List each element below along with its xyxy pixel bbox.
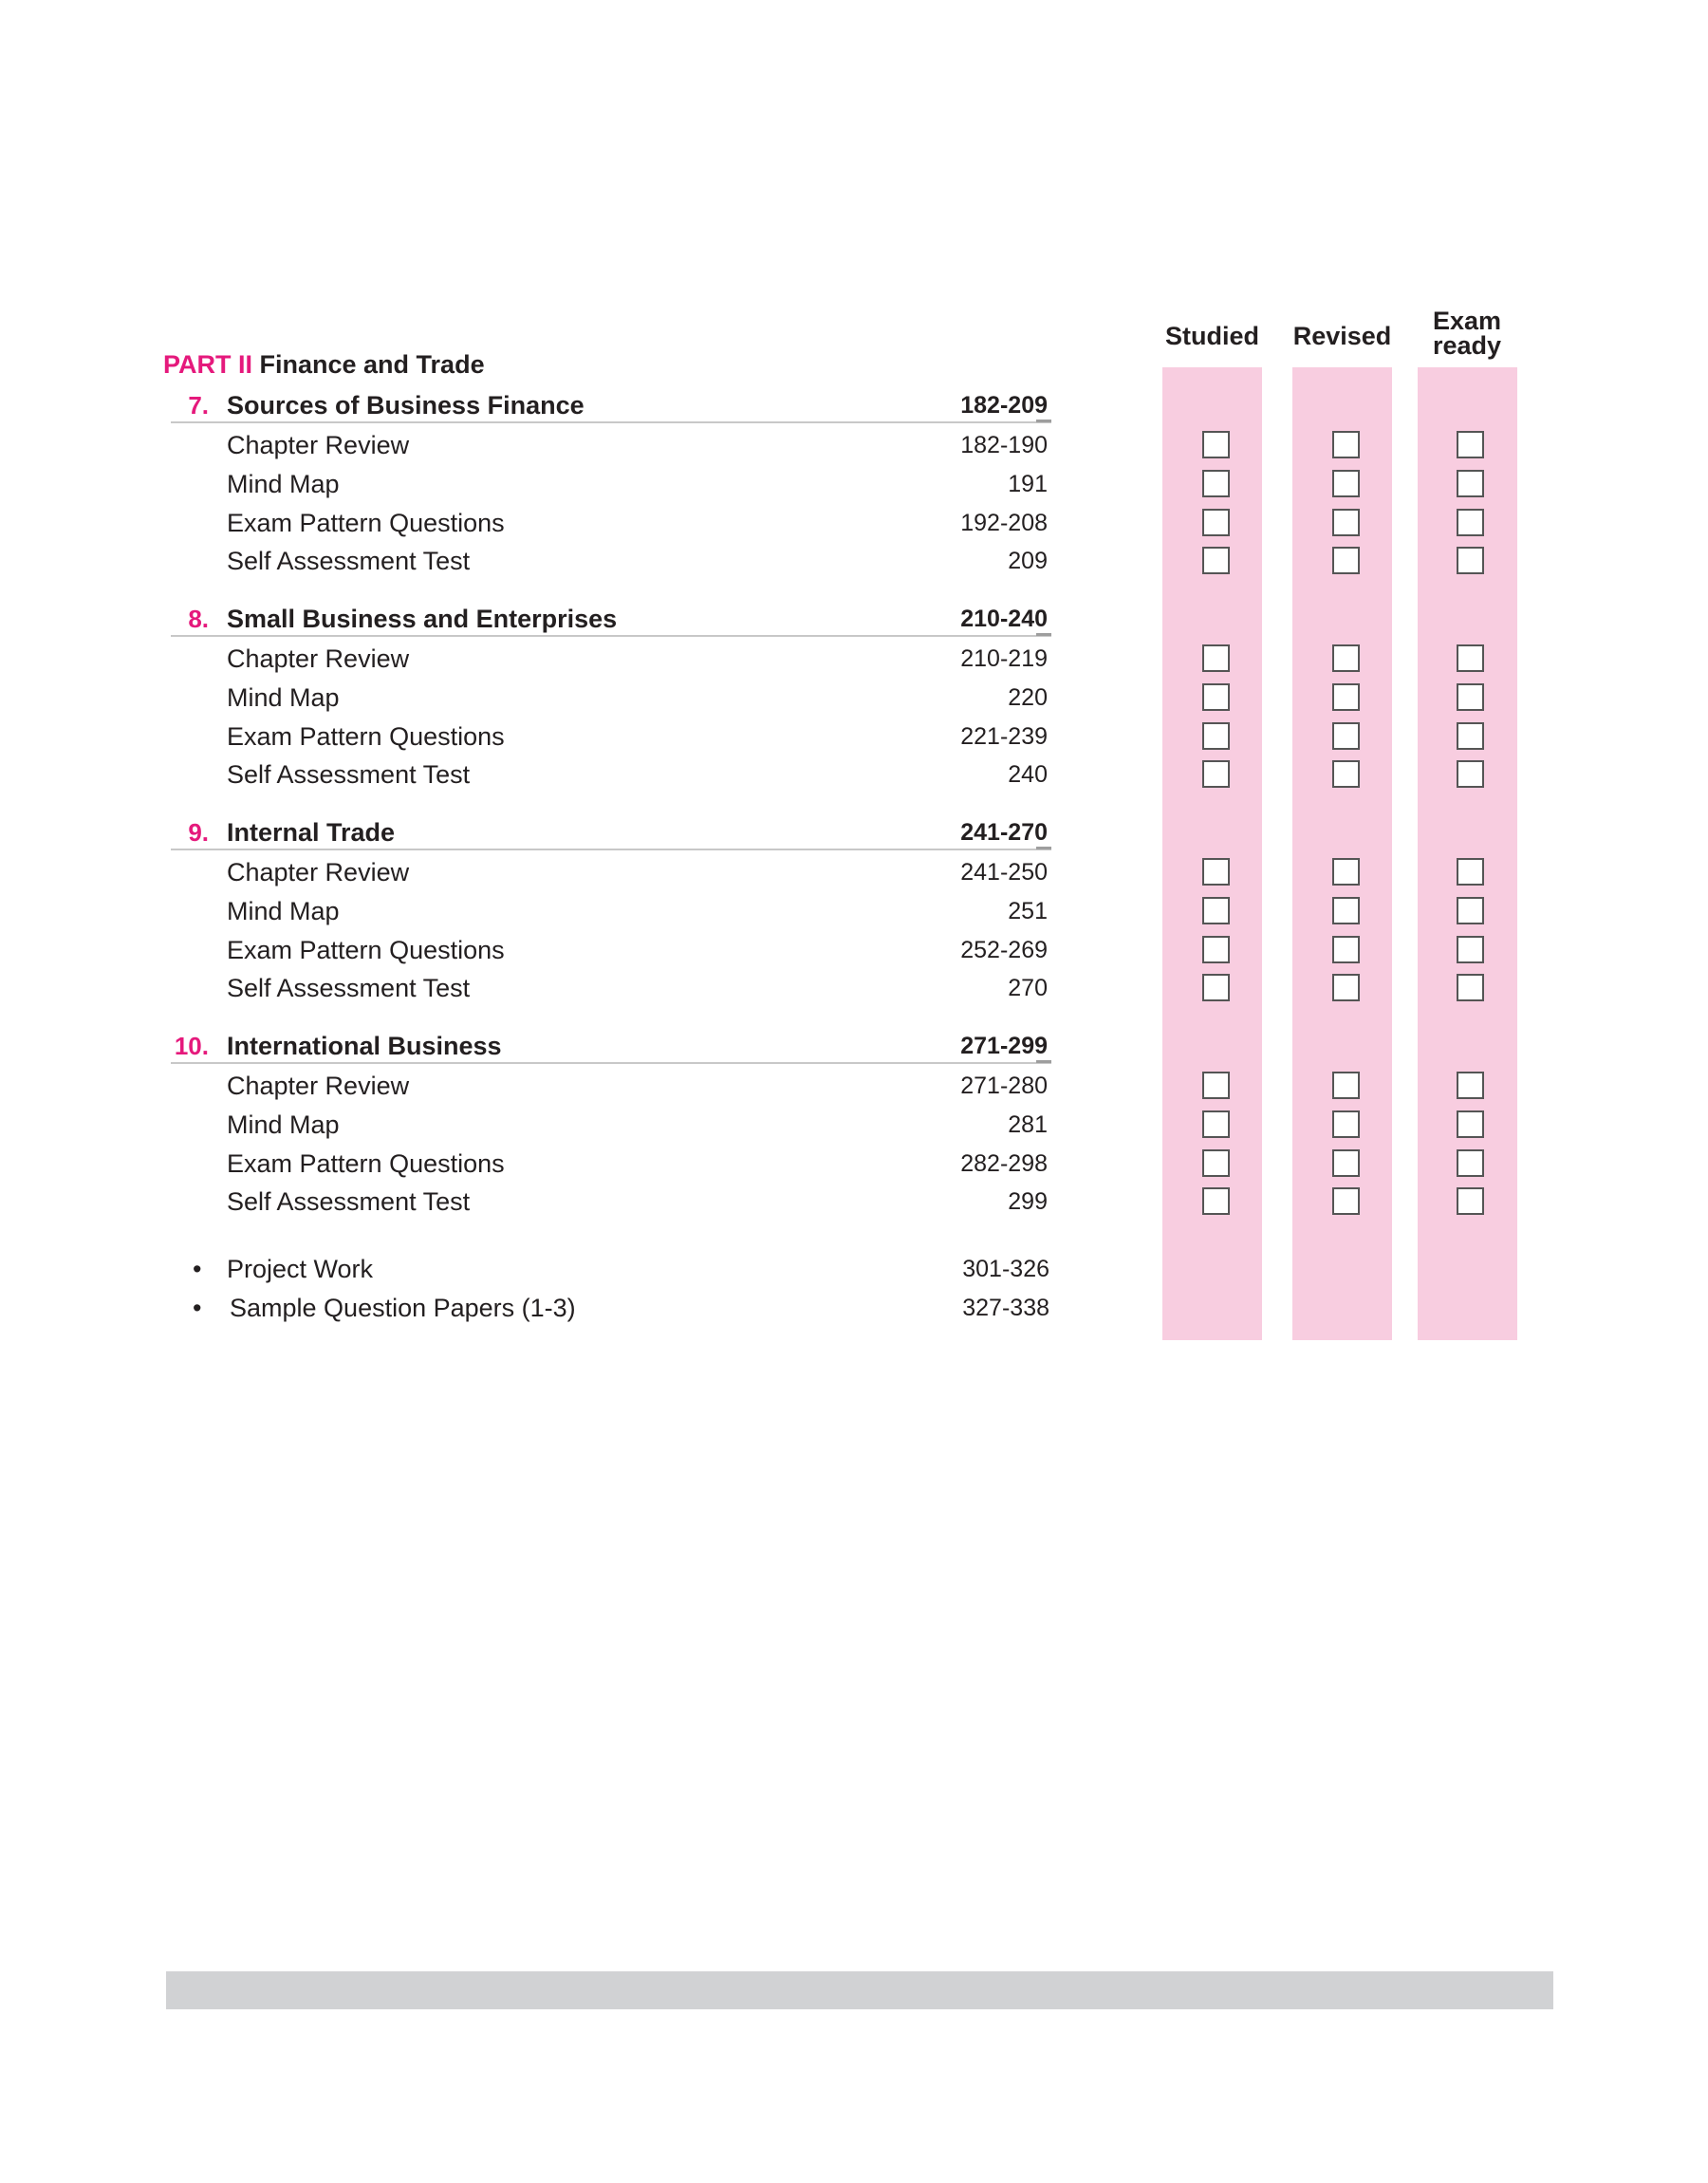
- studied-checkbox[interactable]: [1202, 897, 1230, 924]
- extra-item-page-range: 327-338: [962, 1295, 1049, 1321]
- studied-checkbox[interactable]: [1202, 722, 1230, 750]
- exam-ready-checkbox[interactable]: [1457, 1110, 1484, 1138]
- section-page-range: 251: [1008, 897, 1048, 924]
- chapter-title: Small Business and Enterprises: [227, 605, 618, 633]
- bullet-marker: •: [193, 1294, 202, 1322]
- exam-ready-checkbox[interactable]: [1457, 1149, 1484, 1177]
- chapter-title: Sources of Business Finance: [227, 391, 585, 420]
- revised-checkbox[interactable]: [1332, 722, 1360, 750]
- chapter-page-range: 241-270: [960, 819, 1048, 846]
- revised-checkbox[interactable]: [1332, 897, 1360, 924]
- exam-ready-checkbox[interactable]: [1457, 470, 1484, 497]
- exam-ready-checkbox[interactable]: [1457, 683, 1484, 711]
- extra-item-title: Project Work: [227, 1255, 374, 1283]
- section-title: Chapter Review: [227, 1072, 410, 1100]
- section-page-range: 282-298: [960, 1149, 1048, 1177]
- part-title: Finance and Trade: [259, 350, 485, 379]
- chapter-number: 10.: [174, 1032, 209, 1060]
- studied-checkbox[interactable]: [1202, 974, 1230, 1001]
- exam-ready-checkbox[interactable]: [1457, 1187, 1484, 1215]
- section-page-range: 182-190: [960, 432, 1048, 458]
- extra-item-title: Sample Question Papers (1-3): [230, 1294, 576, 1322]
- chapter-number: 7.: [188, 391, 209, 420]
- revised-checkbox[interactable]: [1332, 936, 1360, 963]
- studied-checkbox[interactable]: [1202, 1187, 1230, 1215]
- studied-checkbox[interactable]: [1202, 1149, 1230, 1177]
- exam-ready-checkbox[interactable]: [1457, 760, 1484, 788]
- chapter-page-range: 182-209: [960, 392, 1048, 419]
- revised-checkbox[interactable]: [1332, 1187, 1360, 1215]
- part-heading: [163, 348, 485, 381]
- chapter-number: 9.: [188, 818, 209, 847]
- studied-column-header: Studied: [1165, 322, 1259, 350]
- revised-column-header: Revised: [1292, 322, 1392, 350]
- section-title: Exam Pattern Questions: [227, 721, 505, 751]
- studied-checkbox[interactable]: [1202, 1110, 1230, 1138]
- section-title: Self Assessment Test: [227, 547, 471, 576]
- footer-bar: [166, 1971, 1553, 2009]
- exam-ready-checkbox[interactable]: [1457, 1072, 1484, 1099]
- revised-checkbox[interactable]: [1332, 1110, 1360, 1138]
- chapter-title: International Business: [227, 1032, 502, 1060]
- studied-checkbox[interactable]: [1202, 858, 1230, 886]
- revised-checkbox[interactable]: [1332, 974, 1360, 1001]
- section-title: Chapter Review: [227, 858, 410, 886]
- section-page-range: 240: [1008, 761, 1048, 789]
- chapter-page-range: 210-240: [960, 606, 1048, 632]
- section-title: Chapter Review: [227, 431, 410, 459]
- revised-checkbox[interactable]: [1332, 509, 1360, 536]
- studied-checkbox[interactable]: [1202, 509, 1230, 536]
- section-title: Exam Pattern Questions: [227, 508, 505, 537]
- exam-ready-checkbox[interactable]: [1457, 644, 1484, 672]
- section-page-range: 241-250: [960, 859, 1048, 886]
- studied-checkbox[interactable]: [1202, 760, 1230, 788]
- chapter-rule: [171, 1062, 1051, 1064]
- exam-ready-checkbox[interactable]: [1457, 722, 1484, 750]
- section-page-range: 270: [1008, 975, 1048, 1002]
- revised-checkbox[interactable]: [1332, 760, 1360, 788]
- section-page-range: 210-219: [960, 645, 1048, 672]
- section-title: Self Assessment Test: [227, 760, 471, 790]
- section-title: Mind Map: [227, 896, 340, 925]
- revised-checkbox[interactable]: [1332, 644, 1360, 672]
- studied-checkbox[interactable]: [1202, 1072, 1230, 1099]
- section-title: Self Assessment Test: [227, 974, 471, 1003]
- bullet-marker: •: [193, 1255, 202, 1283]
- revised-checkbox[interactable]: [1332, 547, 1360, 574]
- section-title: Self Assessment Test: [227, 1187, 471, 1217]
- chapter-page-range: 271-299: [960, 1033, 1048, 1059]
- chapter-number: 8.: [188, 605, 209, 633]
- section-page-range: 221-239: [960, 722, 1048, 750]
- revised-checkbox[interactable]: [1332, 683, 1360, 711]
- section-title: Mind Map: [227, 682, 340, 712]
- revised-checkbox[interactable]: [1332, 858, 1360, 886]
- exam-ready-checkbox[interactable]: [1457, 509, 1484, 536]
- section-page-range: 209: [1008, 548, 1048, 575]
- section-page-range: 252-269: [960, 936, 1048, 963]
- exam-ready-checkbox[interactable]: [1457, 897, 1484, 924]
- studied-checkbox[interactable]: [1202, 936, 1230, 963]
- section-title: Exam Pattern Questions: [227, 935, 505, 964]
- chapter-rule: [171, 849, 1051, 850]
- revised-checkbox[interactable]: [1332, 1072, 1360, 1099]
- studied-checkbox[interactable]: [1202, 431, 1230, 458]
- exam-ready-checkbox[interactable]: [1457, 936, 1484, 963]
- part-label: PART II: [163, 350, 252, 379]
- revised-checkbox[interactable]: [1332, 1149, 1360, 1177]
- section-page-range: 191: [1008, 470, 1048, 497]
- extra-item-page-range: 301-326: [962, 1256, 1049, 1282]
- exam-ready-checkbox[interactable]: [1457, 974, 1484, 1001]
- exam-ready-checkbox[interactable]: [1457, 547, 1484, 574]
- section-page-range: 271-280: [960, 1073, 1048, 1099]
- studied-checkbox[interactable]: [1202, 470, 1230, 497]
- section-title: Mind Map: [227, 469, 340, 498]
- section-page-range: 192-208: [960, 509, 1048, 536]
- studied-checkbox[interactable]: [1202, 683, 1230, 711]
- section-title: Chapter Review: [227, 644, 410, 673]
- chapter-rule: [171, 421, 1051, 423]
- section-page-range: 220: [1008, 683, 1048, 711]
- chapter-title: Internal Trade: [227, 818, 396, 847]
- studied-checkbox[interactable]: [1202, 547, 1230, 574]
- section-page-range: 299: [1008, 1188, 1048, 1216]
- chapter-rule: [171, 635, 1051, 637]
- revised-checkbox[interactable]: [1332, 431, 1360, 458]
- exam-ready-column-header: Exam ready: [1432, 307, 1502, 360]
- exam-ready-checkbox[interactable]: [1457, 858, 1484, 886]
- revised-checkbox[interactable]: [1332, 470, 1360, 497]
- section-title: Exam Pattern Questions: [227, 1148, 505, 1178]
- studied-checkbox[interactable]: [1202, 644, 1230, 672]
- exam-ready-checkbox[interactable]: [1457, 431, 1484, 458]
- section-page-range: 281: [1008, 1110, 1048, 1138]
- section-title: Mind Map: [227, 1110, 340, 1139]
